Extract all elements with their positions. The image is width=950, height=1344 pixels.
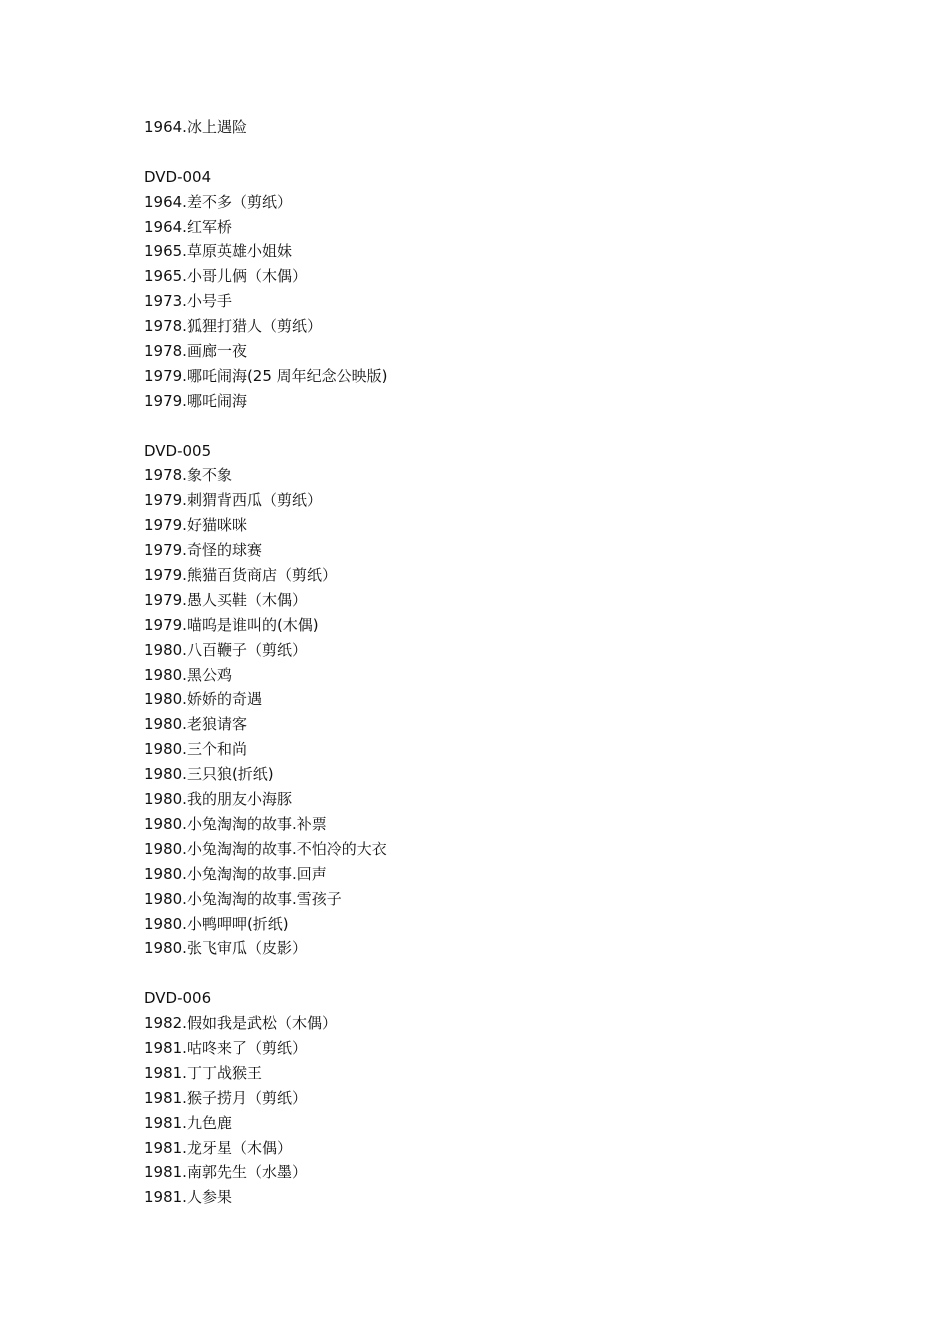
section-heading: DVD-006 — [144, 989, 212, 1008]
list-item: 1979.愚人买鞋（木偶） — [144, 590, 307, 609]
list-item: 1964.冰上遇险 — [144, 118, 247, 136]
list-item: 1981.九色鹿 — [144, 1113, 232, 1132]
list-item: 1982.假如我是武松（木偶） — [144, 1014, 337, 1033]
list-item: 1979.好猫咪咪 — [144, 516, 247, 535]
blank-line — [144, 414, 844, 439]
blank-line — [144, 140, 844, 165]
list-item: 1980.小鸭呷呷(折纸) — [144, 914, 289, 933]
list-item: 1980.张飞审瓜（皮影） — [144, 939, 307, 958]
list-item: 1981.咕咚来了（剪纸） — [144, 1038, 307, 1057]
list-item: 1981.猴子捞月（剪纸） — [144, 1088, 307, 1107]
list-item: 1979.哪吒闹海(25 周年纪念公映版) — [144, 366, 388, 385]
list-item: 1980.三个和尚 — [144, 740, 247, 759]
section-heading: DVD-004 — [144, 167, 212, 186]
list-item: 1964.差不多（剪纸） — [144, 192, 292, 211]
list-item: 1979.哪吒闹海 — [144, 391, 247, 410]
list-item: 1964.红军桥 — [144, 217, 232, 236]
list-item: 1980.小兔淘淘的故事.不怕冷的大衣 — [144, 839, 387, 858]
list-item: 1981.人参果 — [144, 1188, 232, 1207]
list-item: 1965.小哥儿俩（木偶） — [144, 267, 307, 286]
list-item: 1980.三只狼(折纸) — [144, 765, 274, 784]
list-item: 1980.我的朋友小海豚 — [144, 790, 292, 809]
list-item: 1981.龙牙星（木偶） — [144, 1138, 292, 1157]
list-item: 1981.丁丁战猴王 — [144, 1063, 262, 1082]
list-item: 1973.小号手 — [144, 292, 232, 311]
list-item: 1980.老狼请客 — [144, 715, 247, 734]
list-item: 1979.熊猫百货商店（剪纸） — [144, 566, 337, 585]
list-item: 1979.喵呜是谁叫的(木偶) — [144, 615, 319, 634]
list-item: 1980.小兔淘淘的故事.补票 — [144, 814, 327, 833]
film-list — [144, 115, 844, 1210]
list-item: 1979.刺猬背西瓜（剪纸） — [144, 491, 322, 510]
list-item: 1978.画廊一夜 — [144, 342, 247, 361]
list-item: 1980.小兔淘淘的故事.回声 — [144, 864, 327, 883]
section-heading: DVD-005 — [144, 441, 212, 460]
list-item: 1979.奇怪的球赛 — [144, 541, 262, 560]
list-item: 1980.黑公鸡 — [144, 665, 232, 684]
list-item: 1965.草原英雄小姐妹 — [144, 242, 292, 261]
list-item: 1981.南郭先生（水墨） — [144, 1163, 307, 1182]
list-item: 1980.小兔淘淘的故事.雪孩子 — [144, 889, 342, 908]
list-item: 1980.八百鞭子（剪纸） — [144, 640, 307, 659]
list-item: 1980.娇娇的奇遇 — [144, 690, 262, 709]
list-item: 1978.象不象 — [144, 466, 232, 485]
list-item: 1978.狐狸打猎人（剪纸） — [144, 317, 322, 336]
blank-line — [144, 961, 844, 986]
